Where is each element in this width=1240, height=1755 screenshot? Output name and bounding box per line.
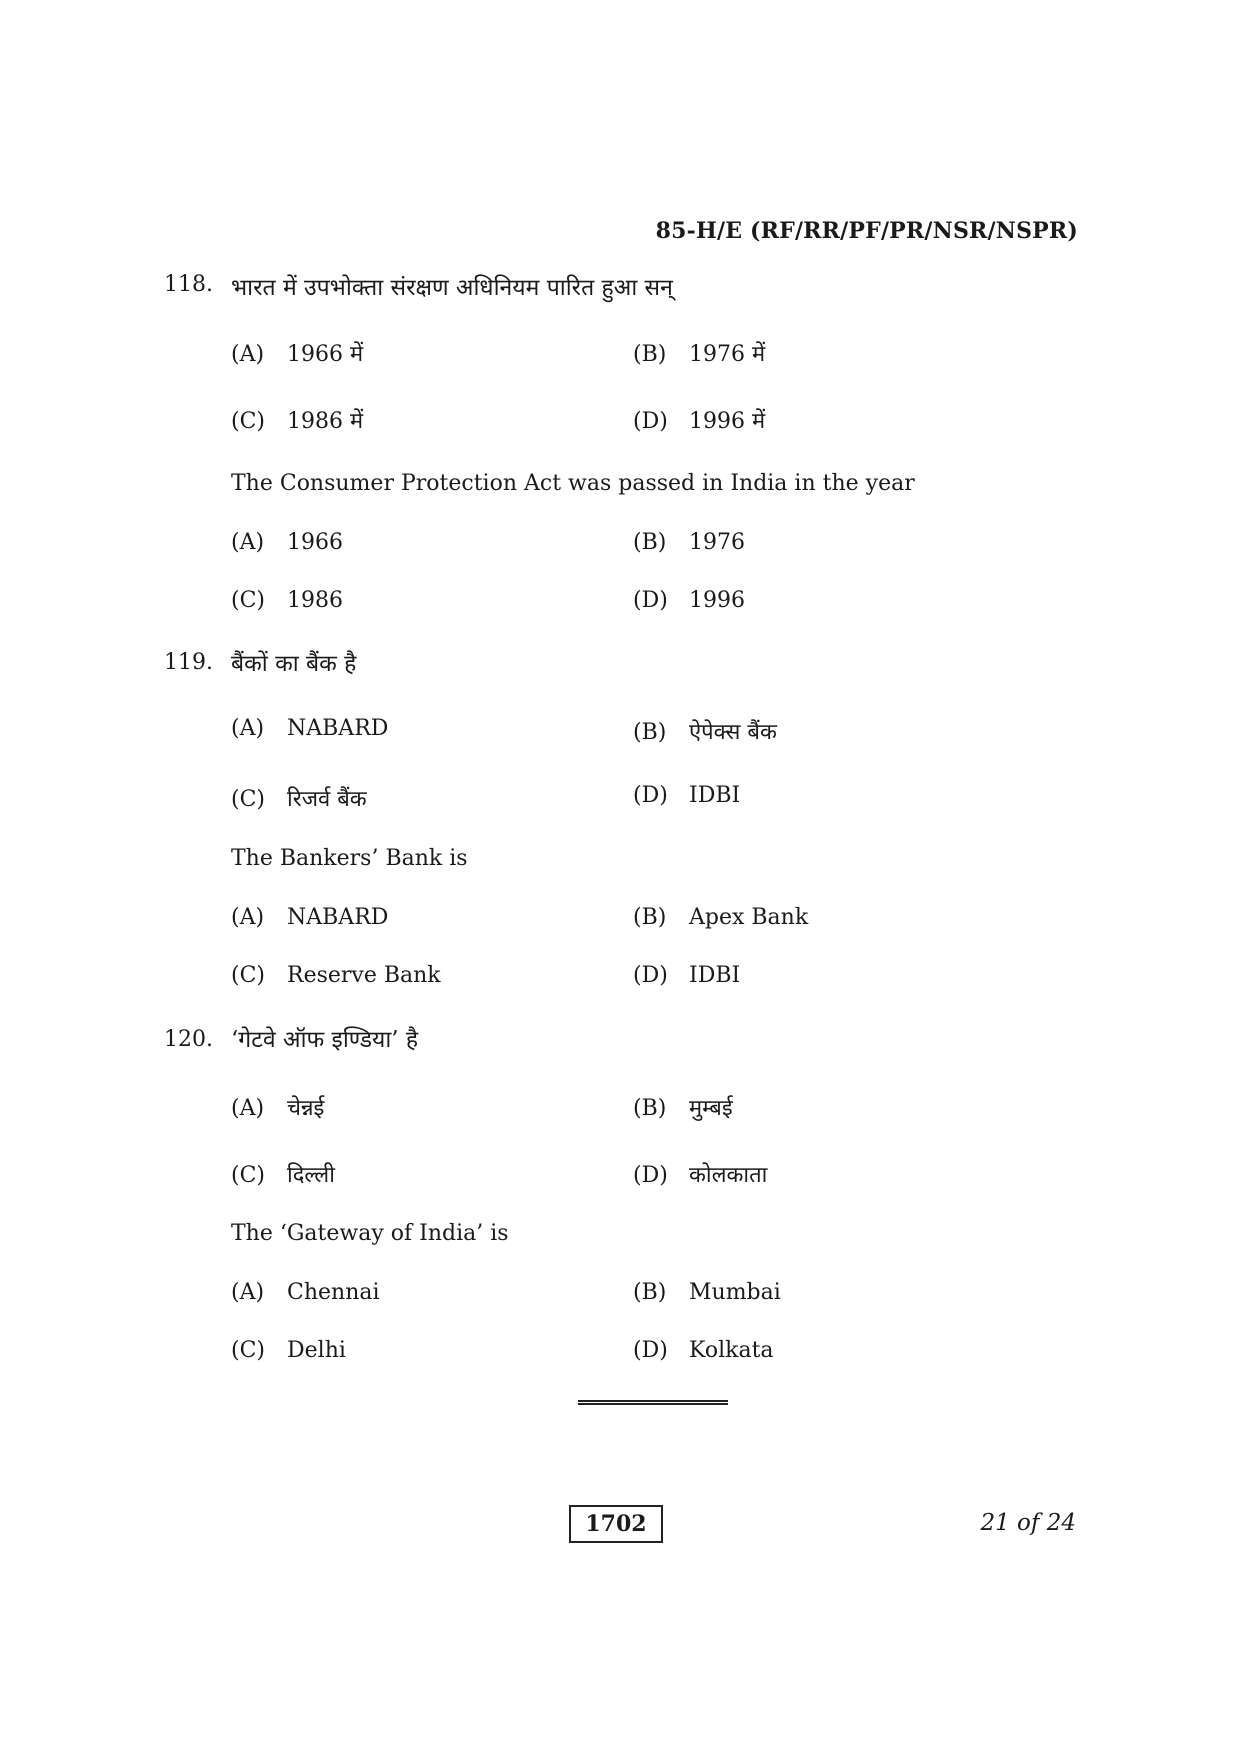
option-label: (C) xyxy=(231,409,265,434)
option-text: Chennai xyxy=(287,1280,380,1305)
option-label: (D) xyxy=(633,1163,668,1188)
option-c-english[interactable] xyxy=(231,1338,346,1363)
option-text: 1996 में xyxy=(689,409,766,434)
option-text: चेन्नई xyxy=(287,1096,325,1121)
option-label: (D) xyxy=(633,1338,668,1363)
option-text: Reserve Bank xyxy=(287,963,441,988)
option-text: मुम्बई xyxy=(689,1096,733,1121)
question-text-hindi: बैंकों का बैंक है xyxy=(231,651,357,677)
option-label: (A) xyxy=(231,716,265,741)
question-number: 119. xyxy=(164,650,213,675)
option-label: (B) xyxy=(633,342,667,367)
option-text: Kolkata xyxy=(689,1338,774,1363)
option-text: 1966 xyxy=(287,530,343,555)
question-text-english: The Consumer Protection Act was passed in India in the year xyxy=(231,471,915,496)
option-label: (B) xyxy=(633,720,667,745)
option-d-english[interactable] xyxy=(633,963,740,988)
option-a-english[interactable] xyxy=(231,1280,380,1305)
question-number: 118. xyxy=(164,272,213,297)
option-d-english[interactable] xyxy=(633,1338,774,1363)
option-text: 1976 में xyxy=(689,342,766,367)
option-label: (A) xyxy=(231,530,265,555)
option-c-hindi[interactable] xyxy=(231,1159,335,1189)
option-text: NABARD xyxy=(287,905,389,930)
option-a-hindi[interactable] xyxy=(231,338,363,368)
option-a-english[interactable] xyxy=(231,530,343,555)
question-text-english: The Bankers’ Bank is xyxy=(231,846,468,871)
option-c-hindi[interactable] xyxy=(231,405,363,435)
option-c-english[interactable] xyxy=(231,963,441,988)
option-d-hindi[interactable] xyxy=(633,1159,767,1189)
option-label: (C) xyxy=(231,787,265,812)
option-text: 1966 में xyxy=(287,342,364,367)
option-text: Apex Bank xyxy=(689,905,809,930)
option-label: (C) xyxy=(231,963,265,988)
question-number: 120. xyxy=(164,1027,213,1052)
option-label: (A) xyxy=(231,342,265,367)
option-text: NABARD xyxy=(287,716,389,741)
option-a-hindi[interactable] xyxy=(231,716,388,741)
option-d-hindi[interactable] xyxy=(633,783,740,808)
option-label: (B) xyxy=(633,1096,667,1121)
paper-code: 85-H/E (RF/RR/PF/PR/NSR/NSPR) xyxy=(655,218,1078,244)
option-b-english[interactable] xyxy=(633,905,808,930)
option-b-hindi[interactable] xyxy=(633,716,777,746)
option-label: (C) xyxy=(231,588,265,613)
option-label: (A) xyxy=(231,905,265,930)
option-text: Mumbai xyxy=(689,1280,781,1305)
booklet-code-box: 1702 xyxy=(569,1505,663,1543)
end-rule-divider xyxy=(578,1400,728,1405)
option-text: IDBI xyxy=(689,783,741,808)
option-d-english[interactable] xyxy=(633,588,745,613)
option-label: (D) xyxy=(633,963,668,988)
option-b-hindi[interactable] xyxy=(633,338,765,368)
option-d-hindi[interactable] xyxy=(633,405,765,435)
question-text-hindi: ‘गेटवे ऑफ इण्डिया’ है xyxy=(231,1027,419,1053)
option-text: 1996 xyxy=(689,588,745,613)
option-text: 1976 xyxy=(689,530,745,555)
option-label: (A) xyxy=(231,1280,265,1305)
option-label: (D) xyxy=(633,588,668,613)
option-b-english[interactable] xyxy=(633,530,745,555)
question-text-hindi: भारत में उपभोक्ता संरक्षण अधिनियम पारित हुआ सन् xyxy=(231,275,673,301)
option-text: ऐपेक्स बैंक xyxy=(689,720,777,745)
option-text: कोलकाता xyxy=(689,1163,768,1188)
option-text: Delhi xyxy=(287,1338,346,1363)
option-label: (D) xyxy=(633,409,668,434)
option-label: (B) xyxy=(633,530,667,555)
option-label: (B) xyxy=(633,905,667,930)
option-c-hindi[interactable] xyxy=(231,783,367,813)
option-b-english[interactable] xyxy=(633,1280,781,1305)
option-text: 1986 में xyxy=(287,409,364,434)
option-text: IDBI xyxy=(689,963,741,988)
option-label: (B) xyxy=(633,1280,667,1305)
question-text-english: The ‘Gateway of India’ is xyxy=(231,1221,509,1246)
option-b-hindi[interactable] xyxy=(633,1092,733,1122)
option-a-english[interactable] xyxy=(231,905,388,930)
option-text: 1986 xyxy=(287,588,343,613)
option-text: दिल्ली xyxy=(287,1163,335,1188)
option-a-hindi[interactable] xyxy=(231,1092,324,1122)
option-label: (D) xyxy=(633,783,668,808)
option-label: (A) xyxy=(231,1096,265,1121)
option-text: रिजर्व बैंक xyxy=(287,787,367,812)
page-number: 21 of 24 xyxy=(980,1510,1076,1536)
option-label: (C) xyxy=(231,1163,265,1188)
option-label: (C) xyxy=(231,1338,265,1363)
option-c-english[interactable] xyxy=(231,588,343,613)
